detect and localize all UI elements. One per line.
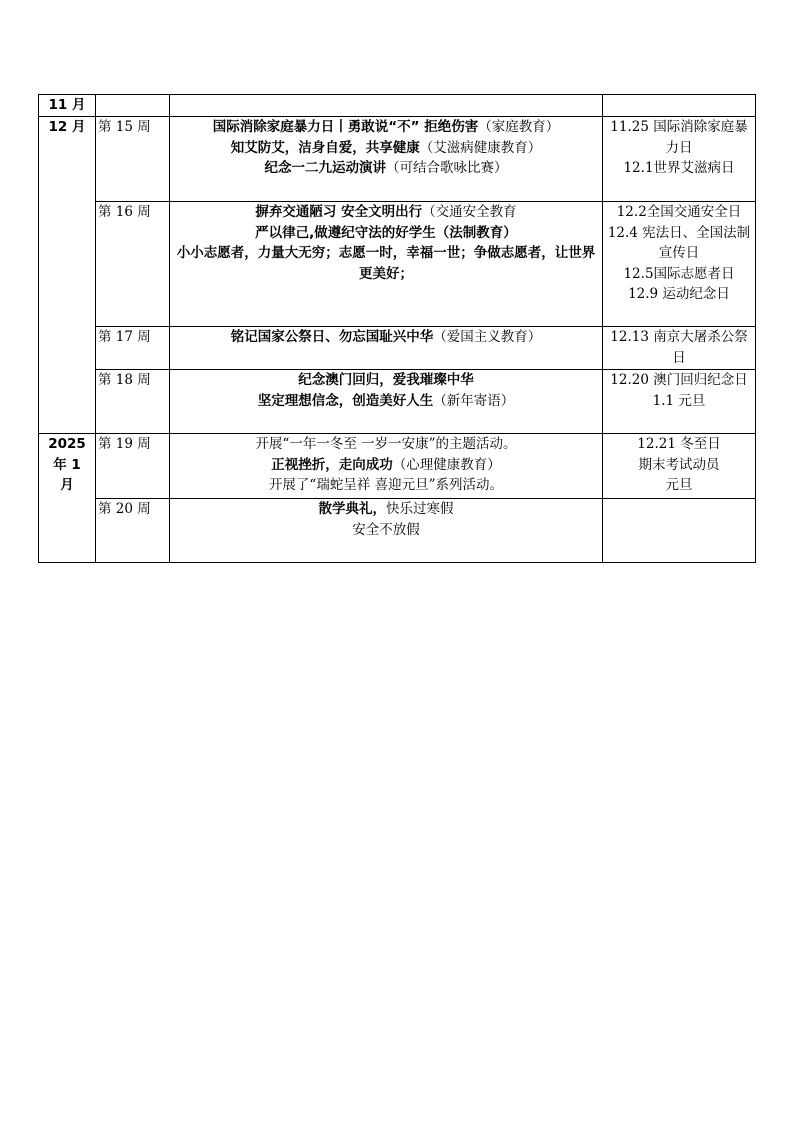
activity-note: （可结合歌咏比赛）: [386, 160, 508, 176]
month-cell-dec: 12 月: [39, 117, 96, 434]
activity-note: （家庭教育）: [478, 119, 560, 135]
observance-date: 12.13 南京大屠杀公祭日: [610, 329, 748, 366]
observance-date: 11.25 国际消除家庭暴力日: [610, 119, 748, 156]
observance-date: 12.1世界艾滋病日: [623, 160, 735, 176]
month-label: 月: [60, 477, 74, 493]
observance-date: 元旦: [665, 477, 693, 493]
activity-note: 安全不放假: [352, 521, 420, 538]
date-cell-18: [603, 370, 756, 434]
activity-note: 开展了“瑞蛇呈祥 喜迎元旦”系列活动。: [268, 477, 504, 493]
observance-date: 12.21 冬至日: [637, 436, 721, 452]
activity-note: 开展“一年一冬至 一岁一安康”的主题活动。: [255, 436, 517, 452]
observance-date: 1.1 元旦: [652, 392, 706, 409]
activity-note: 快乐过寒假: [386, 501, 454, 517]
activity-title: 正视挫折，走向成功: [271, 456, 393, 473]
observance-date: 12.9 运动纪念日: [628, 286, 730, 302]
activity-title: 国际消除家庭暴力日丨勇敢说“不” 拒绝伤害: [212, 119, 479, 135]
activity-title: 散学典礼，: [318, 501, 386, 517]
activity-title: 严以律己,做遵纪守法的好学生（法制教育）: [255, 224, 517, 241]
table-row-week-18: [39, 370, 756, 434]
date-cell-empty: [603, 95, 756, 117]
table-row-week-15: [39, 117, 756, 202]
content-cell-19: [170, 434, 603, 499]
month-cell-nov: 11 月: [39, 95, 96, 117]
observance-date: 期末考试动员: [638, 456, 720, 473]
content-cell-17: [170, 327, 603, 370]
activity-note: （新年寄语）: [433, 392, 515, 409]
week-cell-17: 第 17 周: [96, 327, 170, 370]
activity-title: 摒弃交通陋习 安全文明出行: [255, 204, 423, 220]
week-cell-20: 第 20 周: [96, 499, 170, 563]
table-row-week-19: [39, 434, 756, 499]
table-row-week-17: [39, 327, 756, 370]
date-cell-20: [603, 499, 756, 563]
activity-title: 纪念澳门回归，爱我璀璨中华: [298, 372, 474, 388]
date-cell-19: [603, 434, 756, 499]
observance-date: 12.2全国交通安全日: [616, 204, 742, 220]
activity-title: 坚定理想信念，创造美好人生: [257, 392, 434, 409]
content-cell-15: [170, 117, 603, 202]
activity-note: （爱国主义教育）: [433, 329, 542, 345]
activity-title: 铭记国家公祭日、勿忘国耻兴中华: [230, 329, 434, 345]
schedule-table: [38, 94, 756, 563]
week-cell-15: 第 15 周: [96, 117, 170, 202]
activity-title: 知艾防艾，洁身自爱，共享健康: [230, 139, 420, 156]
activity-title: 纪念一二九运动演讲: [264, 160, 386, 176]
date-cell-16: [603, 202, 756, 327]
observance-date: 12.20 澳门回归纪念日: [610, 372, 748, 388]
table-row-nov: [39, 95, 756, 117]
week-cell-16: 第 16 周: [96, 202, 170, 327]
month-label: 年 1: [53, 456, 81, 473]
content-cell-empty: [170, 95, 603, 117]
content-cell-20: [170, 499, 603, 563]
table-row-week-20: [39, 499, 756, 563]
activity-note: （心理健康教育）: [392, 456, 501, 473]
week-cell-19: 第 19 周: [96, 434, 170, 499]
table-row-week-16: [39, 202, 756, 327]
activity-note: （交通安全教育: [422, 204, 517, 220]
month-year: 2025: [48, 436, 86, 452]
date-cell-15: [603, 117, 756, 202]
week-cell-18: 第 18 周: [96, 370, 170, 434]
month-cell-jan: [39, 434, 96, 563]
activity-title: 小小志愿者，力量大无穷；志愿一时，幸福一世；争做志愿者，让世界更美好；: [176, 245, 596, 282]
activity-note: （艾滋病健康教育）: [419, 139, 542, 156]
week-cell-empty: [96, 95, 170, 117]
observance-date: 12.5国际志愿者日: [623, 265, 735, 282]
date-cell-17: [603, 327, 756, 370]
observance-date: 12.4 宪法日、全国法制宣传日: [607, 224, 751, 261]
content-cell-18: [170, 370, 603, 434]
content-cell-16: [170, 202, 603, 327]
